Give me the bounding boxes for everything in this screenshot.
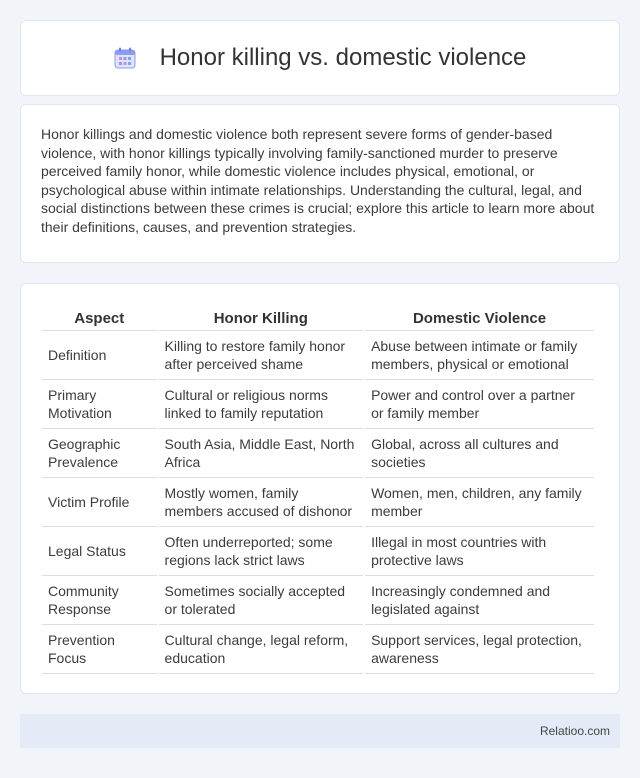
row-domestic-violence: Global, across all cultures and societies	[365, 429, 594, 478]
row-aspect: Definition	[42, 331, 157, 380]
calendar-icon	[114, 47, 136, 69]
footer-brand[interactable]: Relatioo.com	[539, 724, 610, 738]
row-honor-killing: Often underreported; some regions lack strict laws	[159, 527, 364, 576]
footer-bar	[20, 714, 620, 748]
table-row	[42, 331, 594, 380]
header-domestic-violence: Domestic Violence	[365, 304, 594, 331]
row-domestic-violence: Illegal in most countries with protective laws	[365, 527, 594, 576]
table-row	[42, 527, 594, 576]
header-aspect: Aspect	[42, 304, 157, 331]
row-honor-killing: Mostly women, family members accused of dishonor	[159, 478, 364, 527]
intro-paragraph: Honor killings and domestic violence both represent severe forms of gender-based violence, with honor killings typically involving family-sanctioned murder to preserve perceived family honor, while domestic violence includes physical, emotional, or psychological abuse within intimate relationships. Understanding the cultural, legal, and social distinctions between these crimes is crucial; explore this article to learn more about their definitions, causes, and prevention strategies.	[41, 126, 595, 235]
intro-card	[20, 104, 620, 263]
row-domestic-violence: Power and control over a partner or family member	[365, 380, 594, 429]
row-aspect: Primary Motivation	[42, 380, 157, 429]
header-honor-killing: Honor Killing	[159, 304, 364, 331]
table-row	[42, 429, 594, 478]
title-card	[20, 20, 620, 96]
table-row	[42, 576, 594, 625]
row-honor-killing: Killing to restore family honor after perceived shame	[159, 331, 364, 380]
row-honor-killing: South Asia, Middle East, North Africa	[159, 429, 364, 478]
page-title: Honor killing vs. domestic violence	[159, 44, 527, 71]
row-aspect: Victim Profile	[42, 478, 157, 527]
table-row	[42, 478, 594, 527]
table-row	[42, 625, 594, 674]
row-honor-killing: Cultural change, legal reform, education	[159, 625, 364, 674]
row-aspect: Geographic Prevalence	[42, 429, 157, 478]
row-aspect: Prevention Focus	[42, 625, 157, 674]
table-row	[42, 380, 594, 429]
table-header-row	[42, 304, 594, 331]
row-honor-killing: Sometimes socially accepted or tolerated	[159, 576, 364, 625]
row-aspect: Community Response	[42, 576, 157, 625]
row-domestic-violence: Increasingly condemned and legislated against	[365, 576, 594, 625]
row-honor-killing: Cultural or religious norms linked to family reputation	[159, 380, 364, 429]
row-domestic-violence: Women, men, children, any family member	[365, 478, 594, 527]
row-domestic-violence: Support services, legal protection, awareness	[365, 625, 594, 674]
comparison-table	[40, 304, 596, 674]
row-domestic-violence: Abuse between intimate or family members, physical or emotional	[365, 331, 594, 380]
comparison-table-card	[20, 283, 620, 694]
row-aspect: Legal Status	[42, 527, 157, 576]
